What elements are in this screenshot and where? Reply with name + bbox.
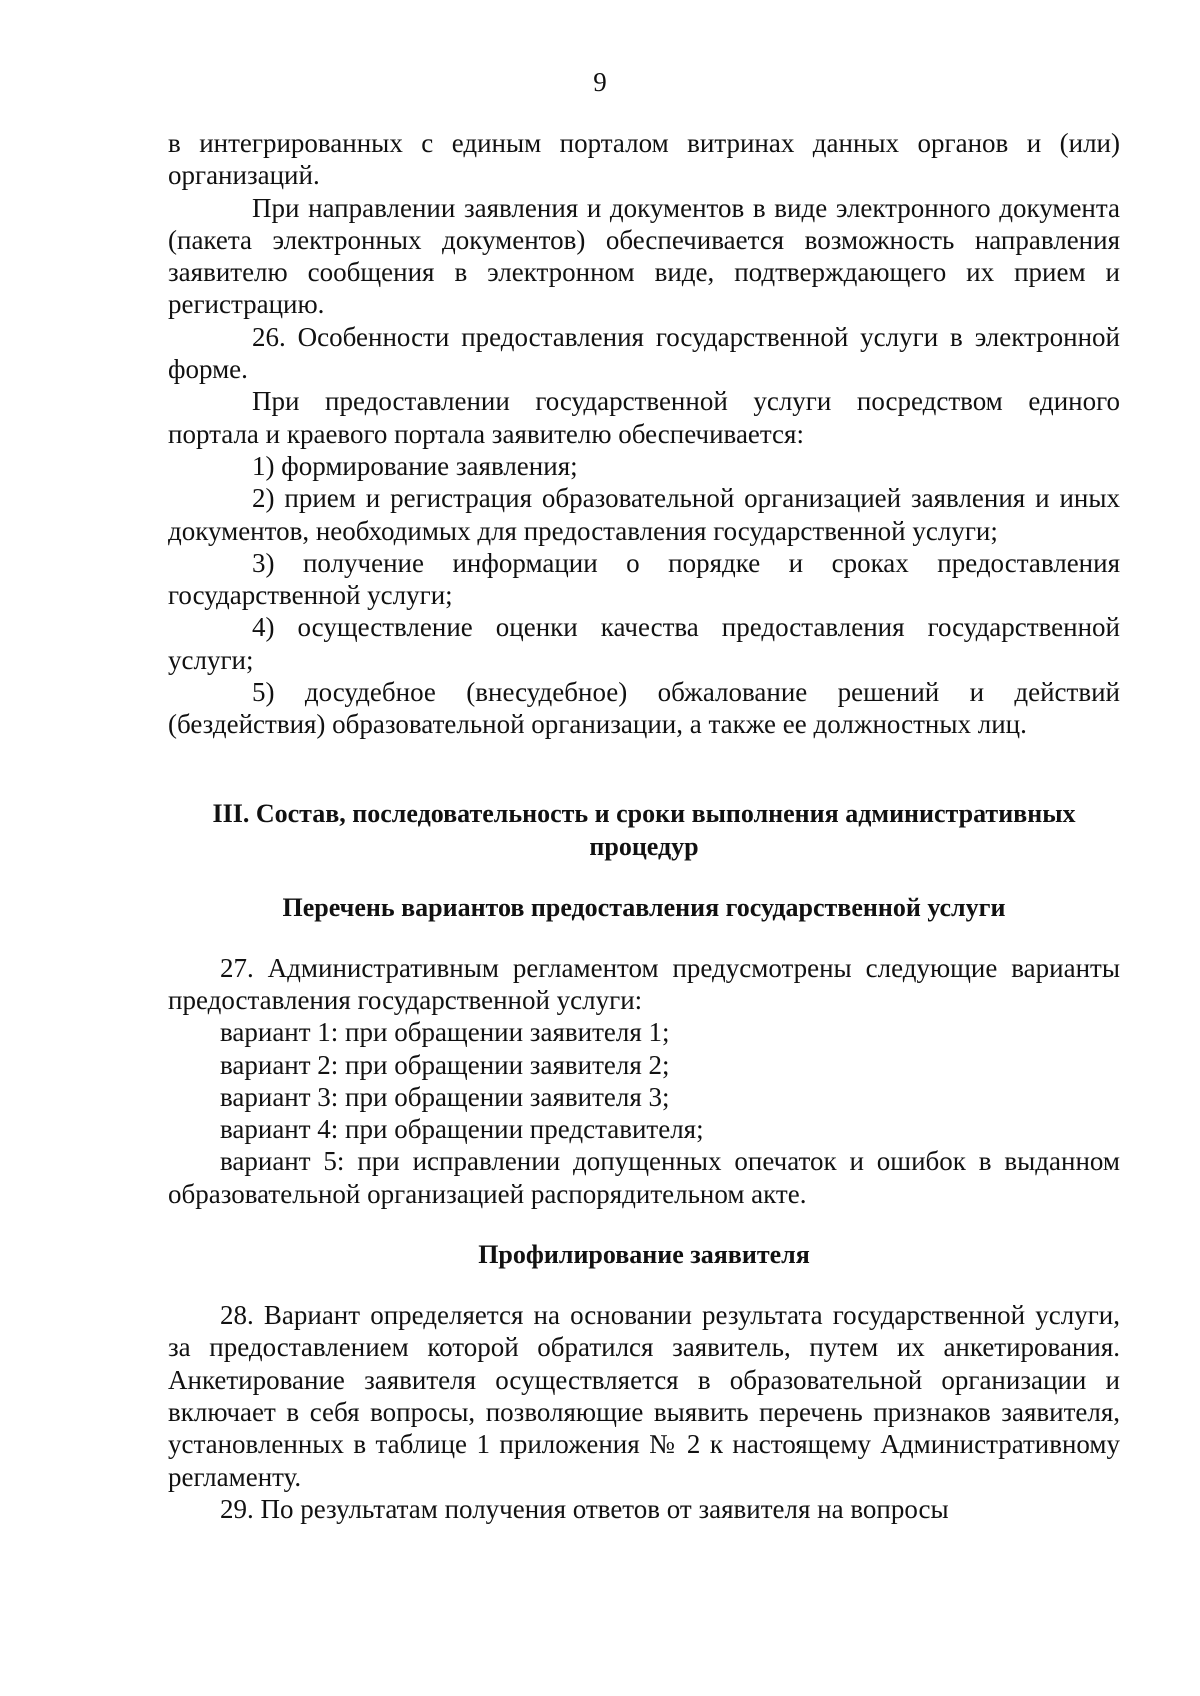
- variant-item-3: вариант 3: при обращении заявителя 3;: [220, 1081, 670, 1112]
- list-item-3: 3) получение информации о порядке и сроках предоставления государственной услуги;: [168, 547, 1120, 611]
- paragraph-28: 28. Вариант определяется на основании результата государственной услуги, за предоставлением которой обратился заявитель, путем их анкетирования. Анкетирование заявителя осуществляется в образовательной организации и включает в себя вопросы, позволяющие выявить перечень признаков заявителя, установленных в таблице 1 приложения № 2 к настоящему Административному регламенту.: [168, 1300, 1120, 1492]
- spacer: [168, 863, 1120, 891]
- list-item-1: 1) формирование заявления;: [252, 450, 578, 481]
- document-body: [168, 127, 1120, 1525]
- spacer: [168, 1271, 1120, 1299]
- variant-item-5: вариант 5: при исправлении допущенных опечаток и ошибок в выданном образовательной организацией распорядительном акте.: [168, 1146, 1120, 1209]
- variant-item-2: вариант 2: при обращении заявителя 2;: [220, 1049, 670, 1080]
- spacer: [168, 1210, 1120, 1238]
- page-number: 9: [593, 67, 607, 97]
- paragraph-27: 27. Административным регламентом предусмотрены следующие варианты предоставления государственной услуги:: [168, 952, 1120, 1015]
- paragraph-26: 26. Особенности предоставления государственной услуги в электронной форме.: [168, 321, 1120, 385]
- list-item-5: 5) досудебное (внесудебное) обжалование решений и действий (бездействия) образовательной организации, а также ее должностных лиц.: [168, 677, 1120, 740]
- list-item-2: 2) прием и регистрация образовательной организацией заявления и иных документов, необходимых для предоставления государственной услуги;: [168, 483, 1120, 546]
- variant-item-1: вариант 1: при обращении заявителя 1;: [220, 1017, 670, 1048]
- paragraph-29: 29. По результатам получения ответов от заявителя на вопросы: [220, 1493, 949, 1524]
- list-item-4: 4) осуществление оценки качества предоставления государственной услуги;: [168, 612, 1120, 675]
- subheading-profiling: Профилирование заявителя: [478, 1240, 810, 1270]
- section-heading: III. Состав, последовательность и сроки выполнения административных процедур: [212, 798, 1076, 861]
- spacer: [168, 741, 1120, 797]
- spacer: [168, 924, 1120, 952]
- subheading-variants: Перечень вариантов предоставления государственной услуги: [282, 892, 1006, 922]
- paragraph-portal-provision: При предоставлении государственной услуги посредством единого портала и краевого портала заявителю обеспечивается:: [168, 386, 1120, 449]
- paragraph-electronic-submission: При направлении заявления и документов в виде электронного документа (пакета электронных документов) обеспечивается возможность направления заявителю сообщения в электронном виде, подтверждающего их прием и регистрацию.: [168, 192, 1120, 320]
- paragraph-continuation: в интегрированных с единым порталом витринах данных органов и (или) организаций.: [168, 128, 1120, 191]
- variant-item-4: вариант 4: при обращении представителя;: [220, 1114, 704, 1145]
